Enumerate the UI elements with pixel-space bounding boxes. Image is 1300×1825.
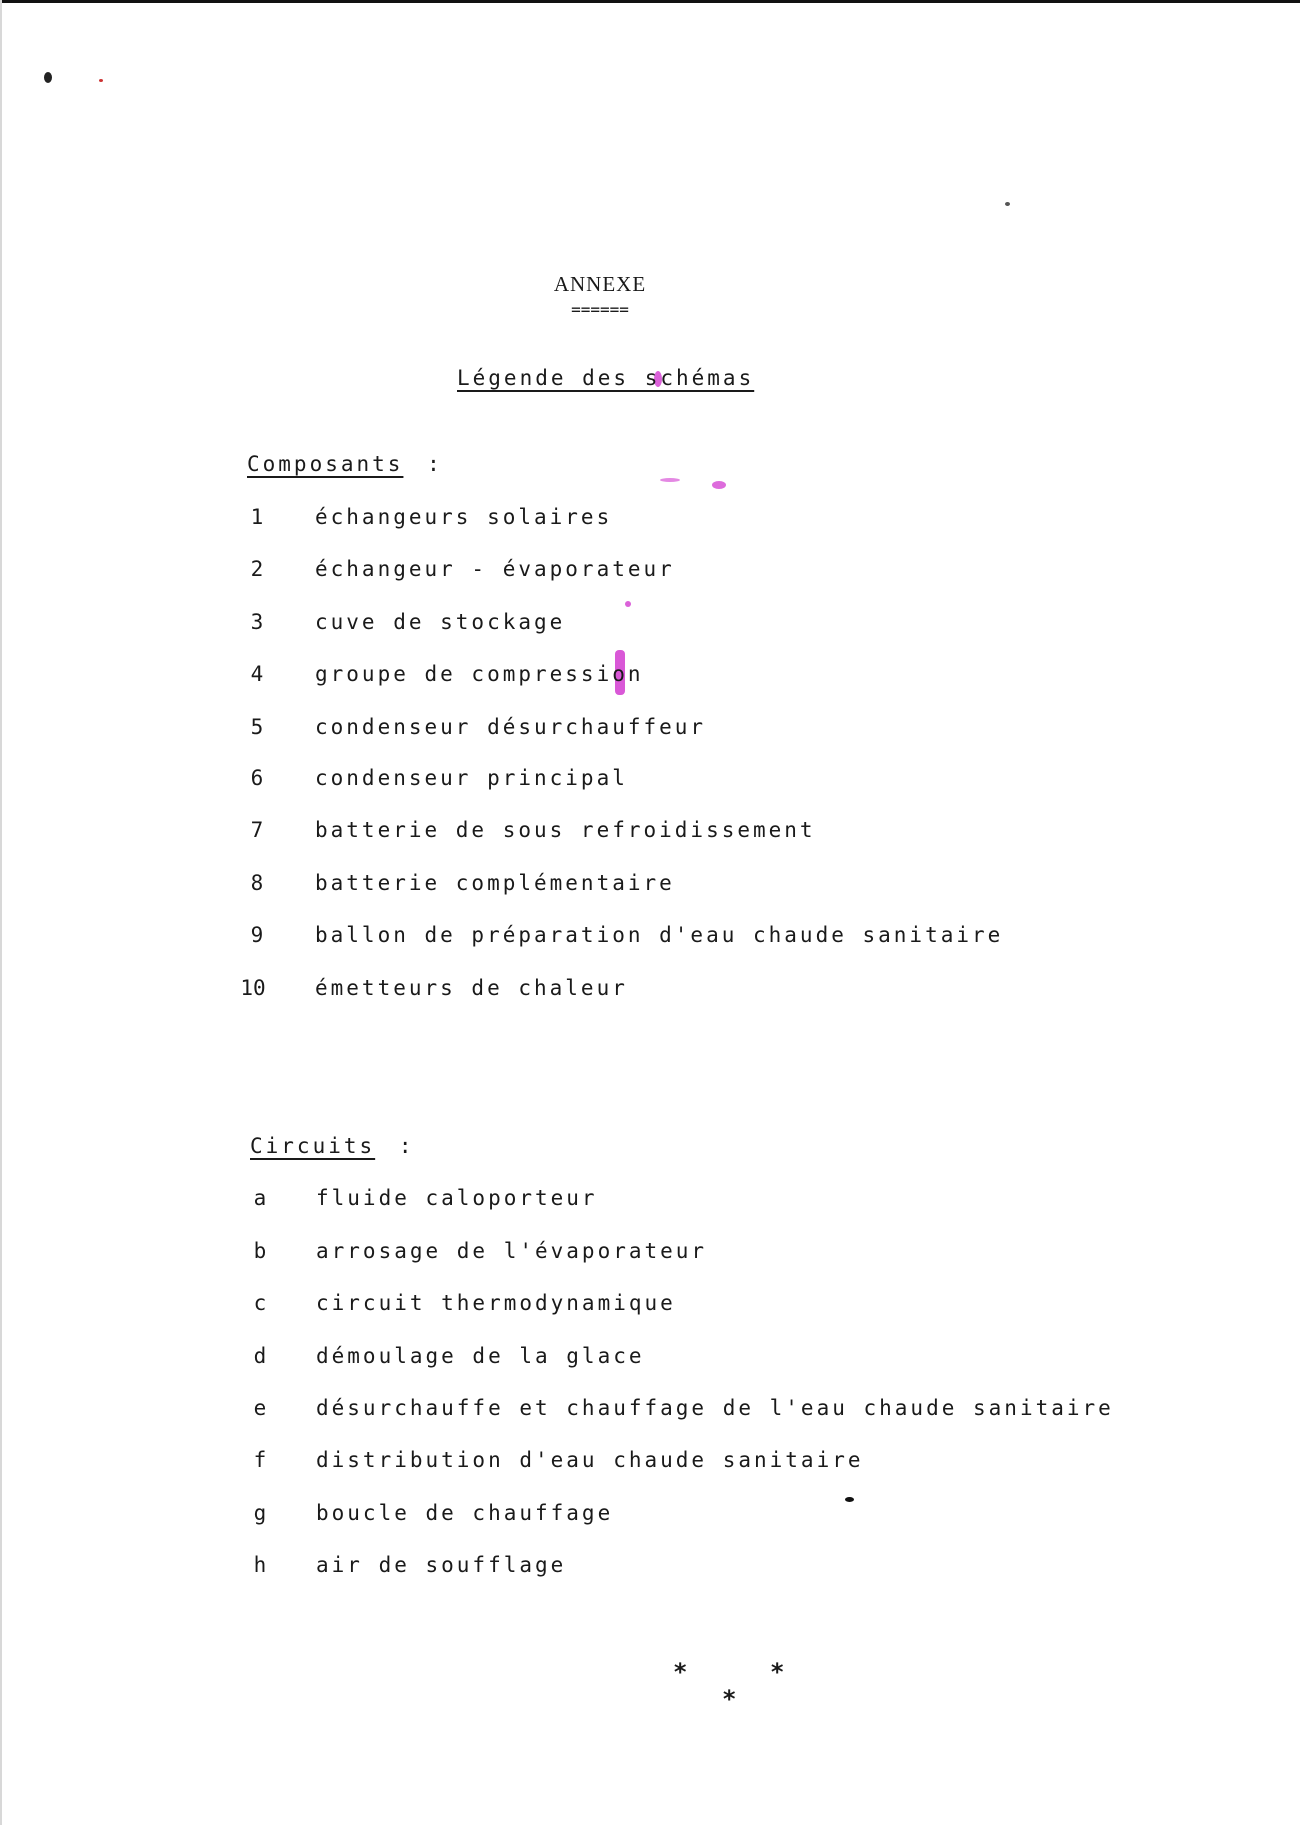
components-heading-label: Composants (247, 452, 404, 476)
component-number: 2 (250, 557, 264, 581)
component-number: 10 (240, 976, 266, 1000)
circuit-letter: e (253, 1396, 267, 1420)
components-heading-colon: : (427, 452, 443, 476)
end-asterisk-bottom: * (722, 1685, 737, 1713)
circuit-letter: d (253, 1344, 267, 1368)
circuit-label: boucle de chauffage (316, 1501, 614, 1525)
circuit-label: arrosage de l'évaporateur (316, 1239, 708, 1263)
component-number: 8 (250, 871, 264, 895)
legend-subtitle: Légende des schémas (457, 366, 755, 390)
ink-dot (1005, 202, 1010, 206)
end-asterisk-right: * (770, 1658, 785, 1686)
component-number: 5 (250, 715, 264, 739)
title-rule: ====== (571, 300, 629, 319)
circuit-letter: c (253, 1291, 267, 1315)
circuit-label: distribution d'eau chaude sanitaire (316, 1448, 864, 1472)
component-label: batterie de sous refroidissement (315, 818, 816, 842)
ink-dot (845, 1497, 854, 1502)
magenta-stain (712, 481, 726, 489)
circuit-letter: b (253, 1239, 267, 1263)
magenta-stain (625, 601, 631, 607)
component-label: échangeur - évaporateur (315, 557, 675, 581)
component-number: 1 (250, 505, 264, 529)
component-label: groupe de compression (315, 662, 644, 686)
scan-top-edge (0, 0, 1300, 3)
circuit-label: circuit thermodynamique (316, 1291, 676, 1315)
page-title: ANNEXE (553, 272, 647, 296)
component-number: 3 (250, 610, 264, 634)
component-label: ballon de préparation d'eau chaude sanitaire (315, 923, 1004, 947)
circuit-letter: h (253, 1553, 267, 1577)
end-asterisk-left: * (673, 1658, 688, 1686)
circuit-letter: g (253, 1501, 267, 1525)
component-label: batterie complémentaire (315, 871, 675, 895)
circuits-heading (250, 1134, 414, 1158)
circuit-letter: a (253, 1186, 267, 1210)
ink-dot (99, 79, 103, 82)
components-heading (247, 452, 443, 476)
component-label: condenseur désurchauffeur (315, 715, 707, 739)
ink-blot (44, 72, 52, 83)
component-label: échangeurs solaires (315, 505, 613, 529)
circuit-label: démoulage de la glace (316, 1344, 645, 1368)
component-number: 6 (250, 766, 264, 790)
component-label: émetteurs de chaleur (315, 976, 628, 1000)
component-label: cuve de stockage (315, 610, 566, 634)
magenta-stain (660, 478, 680, 482)
circuit-letter: f (253, 1448, 267, 1472)
component-number: 7 (250, 818, 264, 842)
circuit-label: air de soufflage (316, 1553, 567, 1577)
component-number: 9 (250, 923, 264, 947)
circuits-heading-colon: : (398, 1134, 415, 1158)
component-number: 4 (250, 662, 264, 686)
component-label: condenseur principal (315, 766, 628, 790)
circuit-label: fluide caloporteur (316, 1186, 598, 1210)
circuits-heading-label: Circuits (250, 1134, 376, 1158)
circuit-label: désurchauffe et chauffage de l'eau chaude sanitaire (316, 1396, 1114, 1420)
